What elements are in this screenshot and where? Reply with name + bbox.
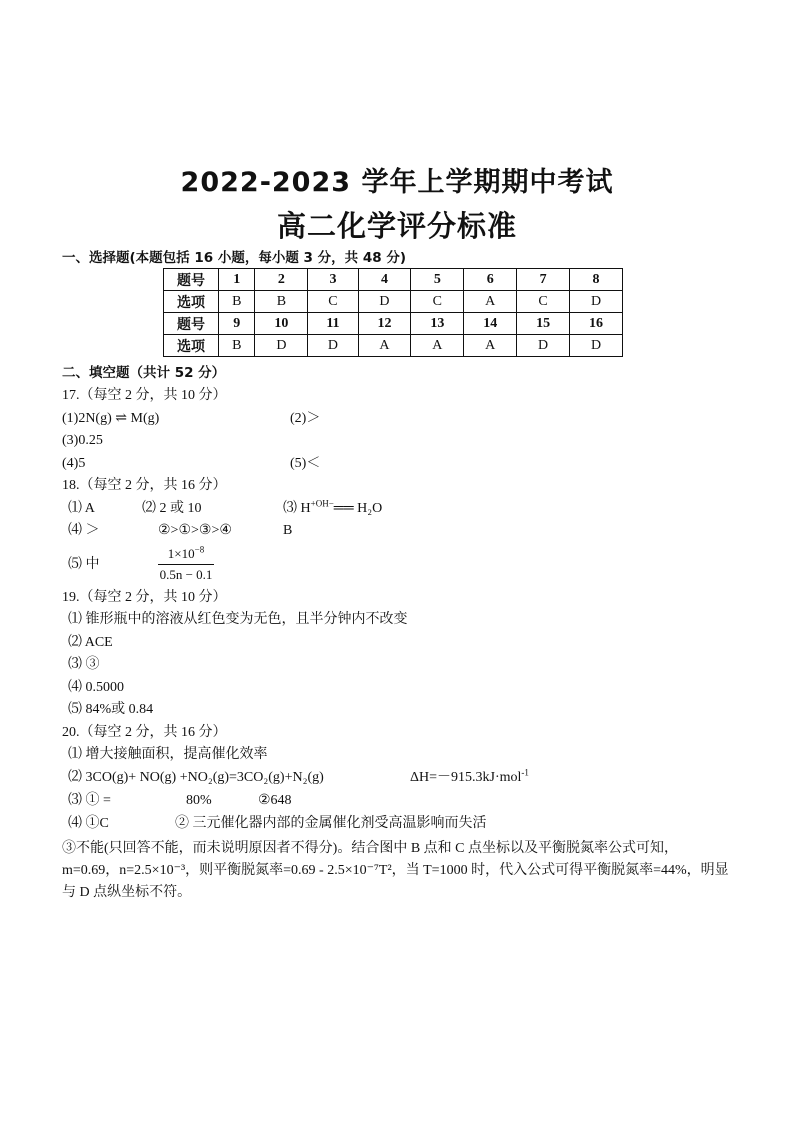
answer-cell: C (517, 291, 570, 313)
question-number: 11 (308, 313, 358, 335)
q17-answer-2: (2)＞ (290, 411, 321, 426)
q20-answer-3c: ②648 (258, 793, 292, 808)
answer-cell: A (464, 291, 517, 313)
answer-cell: A (411, 335, 464, 357)
answer-cell: A (358, 335, 411, 357)
q19-answer-4: ⑷ 0.5000 (68, 680, 124, 695)
question-number: 10 (255, 313, 308, 335)
question-number: 12 (358, 313, 411, 335)
q18-fraction (158, 546, 214, 583)
q17-answer-3: (3)0.25 (62, 433, 103, 448)
enthalpy-exponent: -1 (521, 767, 529, 778)
row-label: 题号 (164, 269, 219, 291)
section2-heading: 二、填空题（共计 52 分） (62, 365, 226, 381)
numerator-exponent: −8 (194, 544, 205, 555)
question-number: 14 (464, 313, 517, 335)
table-row (164, 291, 623, 313)
q18-answer-3: ⑶ $H^{+OH-}══$ H₂O (283, 498, 383, 516)
q18-answer-5: ⑸ 中 (68, 557, 100, 572)
answer-table (163, 268, 623, 357)
q19-header: 19.（每空 2 分，共 10 分） (62, 590, 227, 605)
q18-answer-3-prefix: ⑶ H (283, 501, 311, 516)
q20-answer-1: ⑴ 增大接触面积，提高催化效率 (68, 747, 268, 762)
q20-answer-4b: ② 三元催化器内部的金属催化剂受高温影响而失活 (175, 816, 487, 831)
q20-header: 20.（每空 2 分，共 16 分） (62, 725, 227, 740)
q20-explanation: ③不能(只回答不能，而未说明原因者不得分)。结合图中 B 点和 C 点坐标以及平衡脱氮率公式可知，m=0.69，n=2.5×10⁻³，则平衡脱氮率=0.69 - 2.5×10⁻⁷T²，当 T=1000 时，代入公式可得平衡脱氮率=44%，明显与 D 点纵坐标不符。 (62, 841, 729, 900)
question-number: 16 (570, 313, 623, 335)
answer-cell: D (308, 335, 358, 357)
q19-answer-2: ⑵ ACE (68, 635, 113, 650)
answer-cell: C (411, 291, 464, 313)
question-number: 3 (308, 269, 358, 291)
q18-answer-4b: ②>①>③>④ (158, 523, 232, 538)
question-number: 7 (517, 269, 570, 291)
q18-answer-3-mid: +OH (310, 498, 329, 509)
q20-answer-3b: 80% (186, 793, 212, 808)
q17-answer-1: (1)2N(g) ⇌ M(g) (62, 411, 160, 426)
numerator-base: 1×10 (167, 546, 195, 561)
q18-answer-4c: B (283, 523, 293, 538)
q20-answer-4a: ⑷ ①C (68, 816, 109, 831)
question-number: 9 (219, 313, 255, 335)
enthalpy-value: ΔH=－915.3kJ·mol (410, 770, 522, 785)
answer-cell: B (219, 335, 255, 357)
q19-answer-5: ⑸ 84%或 0.84 (68, 702, 154, 717)
answer-cell: B (219, 291, 255, 313)
question-number: 6 (464, 269, 517, 291)
q20-answer-3a: ⑶ ① = (68, 793, 111, 808)
fraction-denominator: 0.5n − 0.1 (159, 567, 213, 582)
q18-header: 18.（每空 2 分，共 16 分） (62, 478, 227, 493)
exam-title: 2022-2023 学年上学期期中考试 (180, 167, 614, 198)
answer-cell: D (570, 335, 623, 357)
q18-answer-2: ⑵ 2 或 10 (142, 501, 202, 516)
answer-cell: D (570, 291, 623, 313)
question-number: 1 (219, 269, 255, 291)
exam-subtitle: 高二化学评分标准 (276, 209, 517, 243)
q18-answer-1: ⑴ A (68, 501, 95, 516)
q17-header: 17.（每空 2 分，共 10 分） (62, 388, 227, 403)
row-label: 题号 (164, 313, 219, 335)
answer-cell: A (464, 335, 517, 357)
answer-cell: B (255, 291, 308, 313)
q20-answer-2: ⑵ 3CO(g)+ NO(g) +NO₂(g)=3CO₂(g)+N₂(g) (68, 770, 324, 785)
question-number: 4 (358, 269, 411, 291)
question-number: 15 (517, 313, 570, 335)
row-label: 选项 (164, 335, 219, 357)
answer-cell: D (358, 291, 411, 313)
fraction-numerator (158, 546, 214, 565)
row-label: 选项 (164, 291, 219, 313)
q19-answer-3: ⑶ ③ (68, 657, 100, 672)
table-row (164, 335, 623, 357)
q17-answer-5: (5)＜ (290, 456, 321, 471)
answer-cell: D (517, 335, 570, 357)
q19-answer-1: ⑴ 锥形瓶中的溶液从红色变为无色，且半分钟内不改变 (68, 612, 408, 627)
q17-answer-4: (4)5 (62, 456, 86, 471)
answer-cell: C (308, 291, 358, 313)
section1-heading: 一、选择题(本题包括 16 小题，每小题 3 分，共 48 分) (62, 250, 407, 266)
q18-answer-4: ⑷ ＞ (68, 523, 100, 538)
table-row (164, 313, 623, 335)
table-row (164, 269, 623, 291)
q20-enthalpy (410, 769, 529, 787)
question-number: 8 (570, 269, 623, 291)
q18-answer-3-suffix: ══ H₂O (333, 501, 383, 516)
answer-cell: D (255, 335, 308, 357)
question-number: 2 (255, 269, 308, 291)
question-number: 5 (411, 269, 464, 291)
question-number: 13 (411, 313, 464, 335)
